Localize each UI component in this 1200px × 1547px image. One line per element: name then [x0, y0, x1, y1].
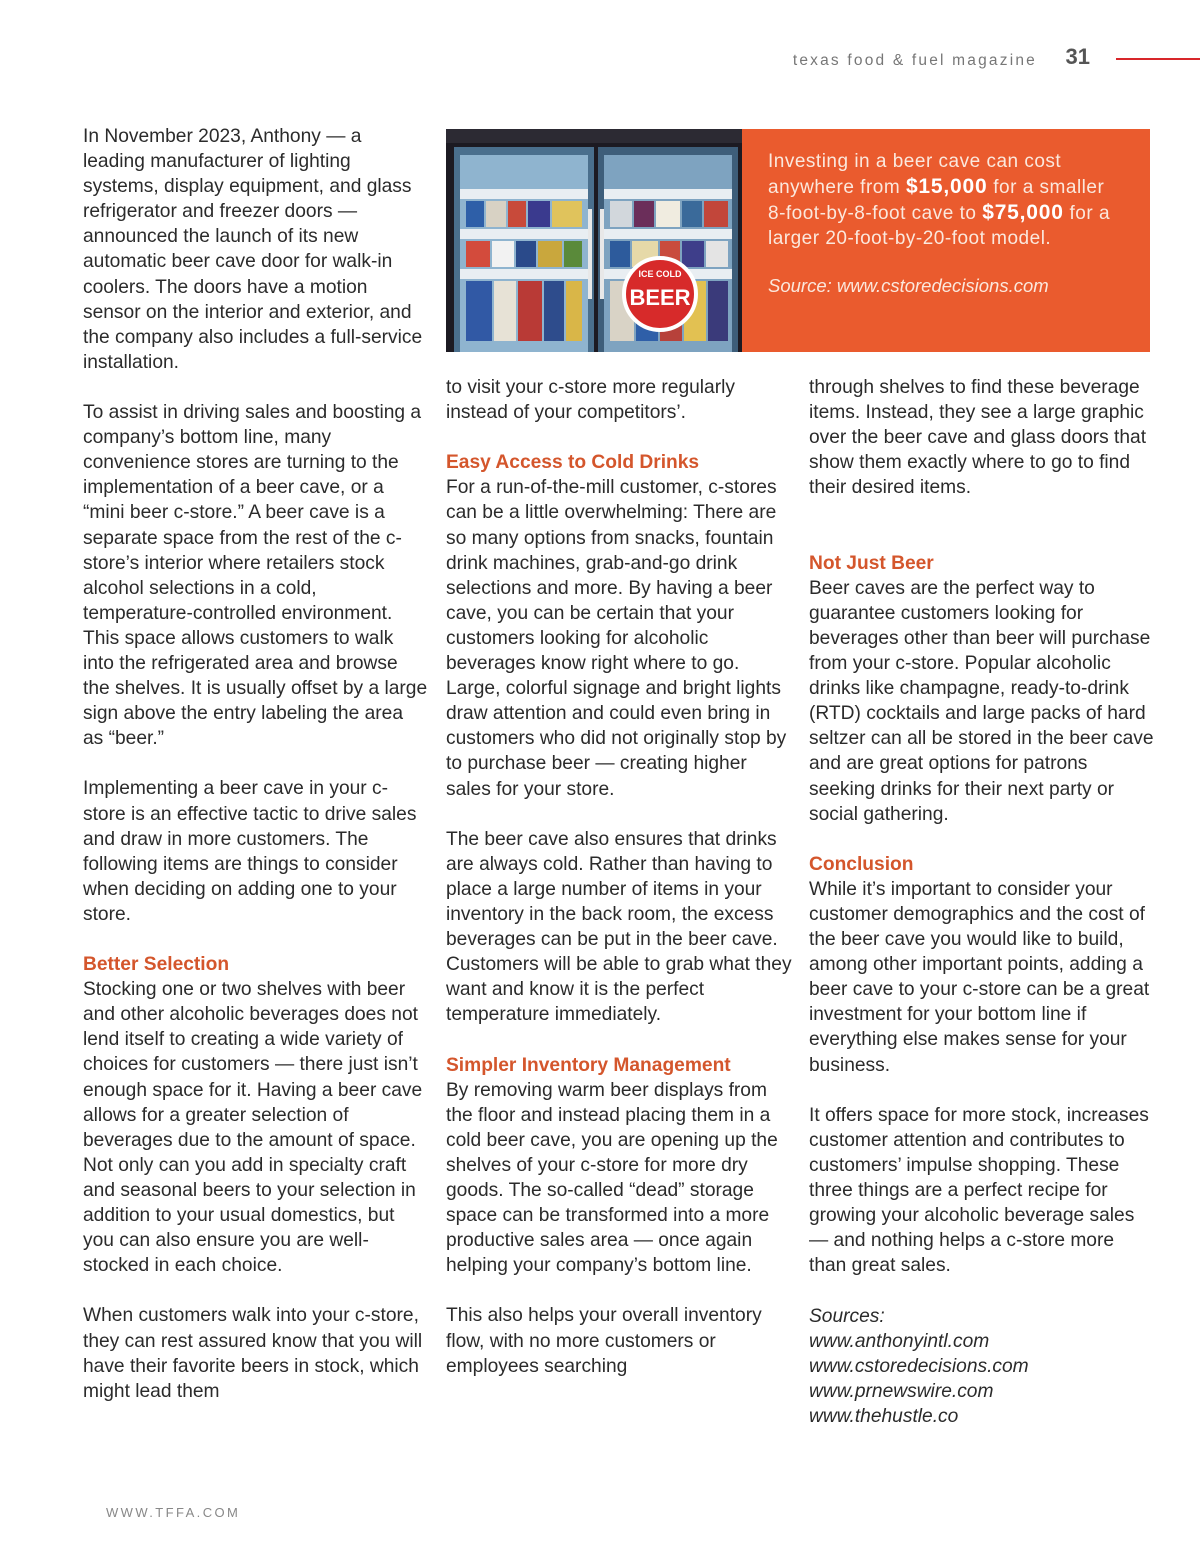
column-2-continuation-spacer: to visit your c-store more regularly instead of your competitors’. — [446, 377, 735, 424]
article-column-2 — [446, 375, 792, 1379]
paragraph-better-selection: Stocking one or two shelves with beer and other alcoholic beverages does not lend itself to creating a wide variety of choices for customers — there just isn’t enough space for it. Having a beer cave allows for a greater selection of beverages due to the amount of space. Not only can you add in specialty craft and seasonal beers to your selection in addition to your usual domestics, but you can also ensure you are well-stocked in each choice. — [83, 979, 423, 1277]
magazine-name: texas food & fuel magazine — [792, 52, 1037, 69]
source-link[interactable]: www.thehustle.co — [809, 1405, 959, 1427]
paragraph-favorite-beers-text: When customers walk into your c-store, they can rest assured know that you will have their favorite beers in stock, which might lead them — [83, 1305, 423, 1402]
paragraph-conclusion: While it’s important to consider your customer demographics and the cost of the beer cave you would like to build, among other important points, adding a beer cave to your c-store can be a great investment for your bottom line if everything else makes sense for your business. — [809, 878, 1150, 1076]
paragraph-simpler-inventory: By removing warm beer displays from the floor and instead placing them in a cold beer cave, you are opening up the shelves of your c-store for more dry goods. The so-called “dead” storage space can be transformed into a more productive sales area — once again helping your company’s bottom line. — [446, 1079, 778, 1277]
sources-label: Sources: — [809, 1305, 885, 1327]
callout-text — [768, 149, 1124, 251]
callout-amount-high: $75,000 — [982, 201, 1064, 225]
heading-easy-access: Easy Access to Cold Drinks — [446, 452, 700, 474]
paragraph-not-just-beer: Beer caves are the perfect way to guarantee customers looking for beverages other than beer will purchase from your c-store. Popular alcoholic drinks like champagne, ready-to-drink (RTD) cocktails and large packs of hard seltzer can all be stored in the beer cave and are great options for patrons seeking drinks for their next party or social gathering. — [809, 577, 1154, 825]
paragraph-impulse-shopping: It offers space for more stock, increases customer attention and contributes to customers’ impulse shopping. These three things are a perfect recipe for growing your alcoholic beverage sales — and nothing helps a c-store more than great sales. — [809, 1104, 1149, 1277]
callout-text-1: Investing in a beer cave can cost anywhere from — [768, 151, 1062, 199]
article-column-3 — [809, 375, 1154, 1429]
page-number: 31 — [1065, 44, 1090, 69]
paragraph-always-cold: The beer cave also ensures that drinks are always cold. Rather than having to place a large number of items in your inventory in the back room, the excess beverages can be put in the beer cave. Customers will be able to grab what they want and know it is the perfect temperature immediately. — [446, 828, 792, 1026]
paragraph-favorite-beers — [83, 1303, 428, 1403]
source-link[interactable]: www.prnewswire.com — [809, 1380, 994, 1402]
paragraph-beer-cave-definition: To assist in driving sales and boosting a company’s bottom line, many convenience stores are turning to the implementation of a beer cave, or a “mini beer c-store.” A beer cave is a separate space from the rest of the c-store’s interior where retailers stock alcohol selections in a cold, temperature-controlled environment. This space allows customers to walk into the refrigerated area and browse the shelves. It is usually offset by a large sign above the entry labeling the area as “beer.” — [83, 402, 428, 750]
source-link[interactable]: www.anthonyintl.com — [809, 1330, 990, 1352]
column-3-continuation-spacer: through shelves to find these beverage items. Instead, they see a large graphic over the beer cave and glass doors that show them exactly where to go to find their desired items. — [809, 377, 1147, 499]
heading-better-selection: Better Selection — [83, 954, 230, 976]
callout-amount-low: $15,000 — [905, 175, 988, 199]
heading-conclusion: Conclusion — [809, 853, 914, 875]
paragraph-easy-access: For a run-of-the-mill customer, c-stores can be a little overwhelming: There are so many options from snacks, fountain drink machines, grab-and-go drink selections and more. By having a beer cave, you can be certain that your customers looking for alcoholic beverages know right where to go. Large, colorful signage and bright lights draw attention and could even bring in customers who did not originally stop by to purchase beer — creating higher sales for your store. — [446, 477, 787, 800]
heading-not-just-beer: Not Just Beer — [809, 552, 934, 574]
source-link[interactable]: www.cstoredecisions.com — [809, 1355, 1029, 1377]
sign-line-1: ICE COLD — [638, 269, 682, 279]
paragraph-inventory-flow: This also helps your overall inventory flow, with no more customers or employees searching — [446, 1305, 762, 1377]
page-header — [0, 44, 1200, 74]
heading-simpler-inventory: Simpler Inventory Management — [446, 1054, 731, 1076]
callout-text-2: for a smaller 8-foot-by-8-foot cave to — [768, 177, 1105, 225]
article-column-1 — [83, 124, 428, 1404]
footer-url[interactable]: WWW.TFFA.COM — [106, 1505, 241, 1520]
callout-text-3: for a larger 20-foot-by-20-foot model. — [768, 203, 1111, 250]
header-rule — [1116, 58, 1200, 60]
paragraph-implementing: Implementing a beer cave in your c-store is an effective tactic to drive sales and draw in more customers. The following items are things to consider when deciding on adding one to your store. — [83, 778, 417, 925]
sign-line-2: BEER — [629, 285, 691, 310]
callout-source: Source: www.cstoredecisions.com — [768, 275, 1049, 297]
cost-callout — [742, 129, 1150, 352]
beer-cave-photo — [446, 129, 742, 352]
paragraph-intro: In November 2023, Anthony — a leading manufacturer of lighting systems, display equipment, and glass refrigerator and freezer doors — announced the launch of its new automatic beer cave door for walk-in coolers. The doors have a motion sensor on the interior and exterior, and the company also includes a full-service installation. — [83, 126, 423, 373]
